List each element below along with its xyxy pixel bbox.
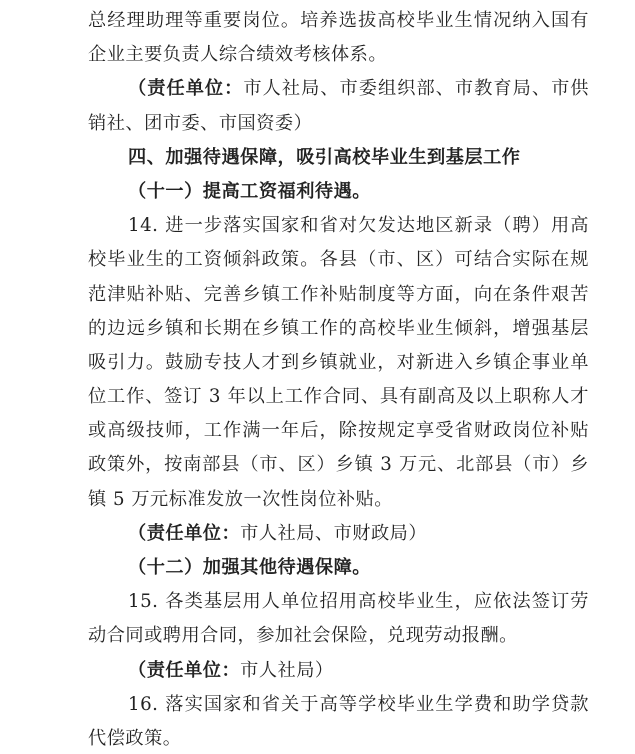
responsible-unit-label: （责任单位： [128,523,241,544]
responsible-unit-line [128,76,589,102]
responsible-unit-label: （责任单位： [128,660,241,681]
body-line: 镇 5 万元标准发放一次性岗位补贴。 [88,489,393,510]
body-line: 企业主要负责人综合绩效考核体系。 [88,44,388,65]
responsible-unit-line [128,658,589,684]
body-line: 代偿政策。 [88,728,182,749]
responsible-unit-label: （责任单位： [128,78,244,99]
subsection-heading: （十二）加强其他待遇保障。 [128,557,371,578]
body-line: 总经理助理等重要岗位。培养选拔高校毕业生情况纳入国有 [88,10,589,31]
body-line: 动合同或聘用合同，参加社会保险，兑现劳动报酬。 [88,625,518,646]
responsible-unit-text: 市人社局） [240,660,334,681]
body-line: 校毕业生的工资倾斜政策。各县（市、区）可结合实际在规 [88,249,589,270]
responsible-unit-text: 市人社局、市委组织部、市教育局、市供 [243,78,589,99]
responsible-unit-text: 市人社局、市财政局） [240,523,428,544]
body-line: 吸引力。鼓励专技人才到乡镇就业，对新进入乡镇企事业单 [88,352,589,373]
body-line: 范津贴补贴、完善乡镇工作补贴制度等方面，向在条件艰苦 [88,284,589,305]
body-line: 或高级技师，工作满一年后，除按规定享受省财政岗位补贴 [88,420,589,441]
body-line: 政策外，按南部县（市、区）乡镇 3 万元、北部县（市）乡 [88,454,589,475]
body-line: 销社、团市委、市国资委） [88,113,313,134]
responsible-unit-line [128,521,589,547]
subsection-heading: （十一）提高工资福利待遇。 [128,181,371,202]
body-line: 位工作、签订 3 年以上工作合同、具有副高及以上职称人才 [88,386,589,407]
body-line: 15. 各类基层用人单位招用高校毕业生，应依法签订劳 [128,591,589,612]
body-line: 的边远乡镇和长期在乡镇工作的高校毕业生倾斜，增强基层 [88,318,589,339]
body-line: 16. 落实国家和省关于高等学校毕业生学费和助学贷款 [128,694,589,715]
section-heading: 四、加强待遇保障，吸引高校毕业生到基层工作 [128,147,521,168]
body-line: 14. 进一步落实国家和省对欠发达地区新录（聘）用高 [128,215,589,236]
